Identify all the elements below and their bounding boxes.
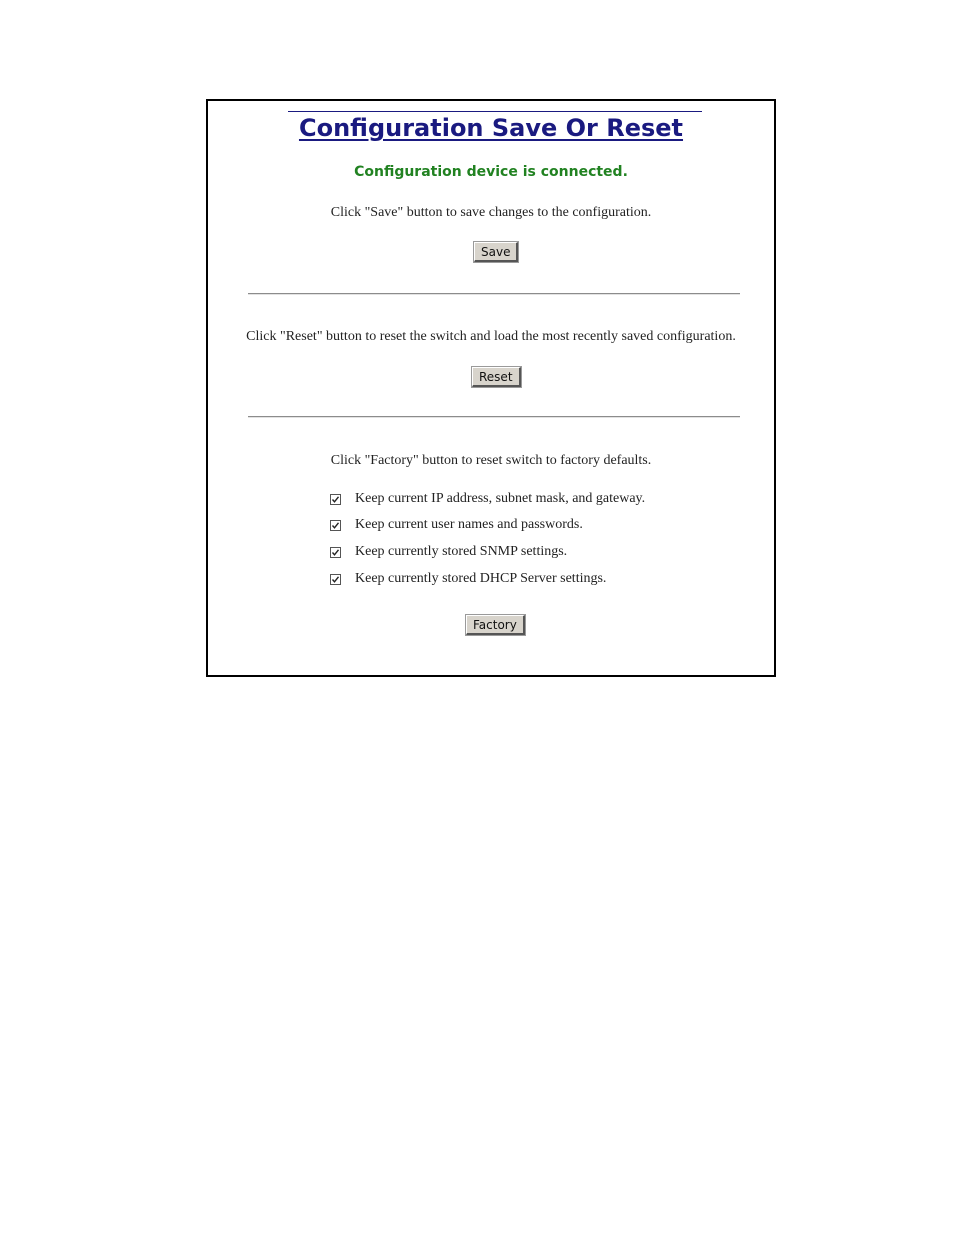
checkmark-icon	[331, 521, 340, 530]
save-instruction: Click "Save" button to save changes to the configuration.	[330, 205, 652, 220]
divider	[248, 416, 740, 418]
keep-users-checkbox[interactable]	[330, 520, 341, 531]
title-overline	[288, 111, 702, 112]
divider	[248, 293, 740, 295]
reset-button[interactable]: Reset	[472, 367, 521, 387]
keep-users-option[interactable]	[330, 516, 583, 534]
keep-ip-label: Keep current IP address, subnet mask, and gateway.	[355, 491, 646, 506]
keep-snmp-checkbox[interactable]	[330, 547, 341, 558]
checkmark-icon	[331, 495, 340, 504]
page-title: Configuration Save Or Reset	[298, 114, 684, 142]
keep-users-label: Keep current user names and passwords.	[355, 517, 583, 532]
checkmark-icon	[331, 575, 340, 584]
keep-ip-option[interactable]	[330, 490, 645, 508]
checkmark-icon	[331, 548, 340, 557]
config-panel	[206, 99, 776, 677]
reset-instruction: Click "Reset" button to reset the switch and load the most recently saved configuration.	[246, 329, 736, 344]
keep-snmp-label: Keep currently stored SNMP settings.	[355, 544, 568, 559]
factory-instruction: Click "Factory" button to reset switch to factory defaults.	[330, 453, 652, 468]
keep-dhcp-checkbox[interactable]	[330, 574, 341, 585]
keep-snmp-option[interactable]	[330, 543, 567, 561]
connection-status: Configuration device is connected.	[354, 164, 628, 180]
keep-dhcp-label: Keep currently stored DHCP Server settings.	[355, 571, 607, 586]
factory-button[interactable]: Factory	[466, 615, 525, 635]
keep-dhcp-option[interactable]	[330, 570, 606, 588]
save-button[interactable]: Save	[474, 242, 518, 262]
keep-ip-checkbox[interactable]	[330, 494, 341, 505]
